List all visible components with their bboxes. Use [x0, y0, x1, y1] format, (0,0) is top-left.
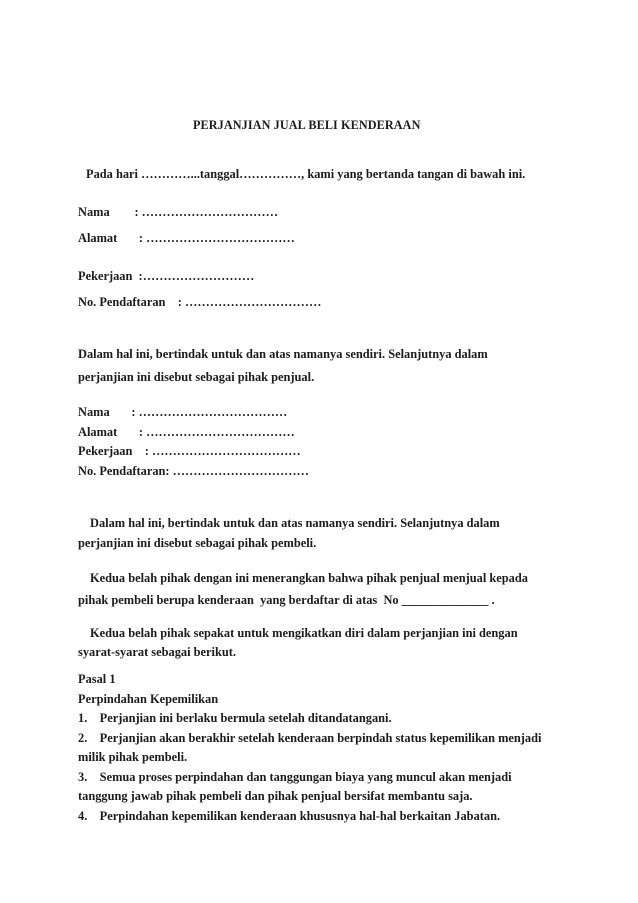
- pasal-item-3: 3. Semua proses perpindahan dan tanggungan biaya yang muncul akan menjadi: [78, 770, 512, 784]
- seller-nama-field: Nama : ……………………………: [78, 205, 278, 219]
- seller-no-pendaftaran-field: No. Pendaftaran : ……………………………: [78, 295, 322, 309]
- buyer-no-pendaftaran-field: No. Pendaftaran: ……………………………: [78, 464, 309, 478]
- pasal-item-2: 2. Perjanjian akan berakhir setelah kenderaan berpindah status kepemilikan menjadi: [78, 731, 542, 745]
- buyer-note-line-1: Dalam hal ini, bertindak untuk dan atas namanya sendiri. Selanjutnya dalam: [90, 516, 500, 530]
- pasal-item-1: 1. Perjanjian ini berlaku bermula setelah ditandatangani.: [78, 711, 392, 725]
- seller-note-line-2: perjanjian ini disebut sebagai pihak penjual.: [78, 370, 315, 384]
- document-title: PERJANJIAN JUAL BELI KENDERAAN: [193, 118, 421, 132]
- seller-pekerjaan-field: Pekerjaan :………………………: [78, 269, 255, 283]
- agreement-terms-line-2: syarat-syarat sebagai berikut.: [78, 645, 236, 659]
- buyer-nama-field: Nama : ………………………………: [78, 405, 288, 419]
- buyer-pekerjaan-field: Pekerjaan : ………………………………: [78, 444, 301, 458]
- buyer-note-line-2: perjanjian ini disebut sebagai pihak pembeli.: [78, 536, 317, 550]
- pasal-subtitle: Perpindahan Kepemilikan: [78, 692, 219, 706]
- agreement-sale-line-2: pihak pembeli berupa kenderaan yang berdaftar di atas No ______________ .: [78, 593, 495, 607]
- seller-alamat-field: Alamat : ………………………………: [78, 231, 295, 245]
- pasal-item-2-continued: milik pihak pembeli.: [78, 750, 188, 764]
- buyer-alamat-field: Alamat : ………………………………: [78, 425, 295, 439]
- agreement-terms-line-1: Kedua belah pihak sepakat untuk mengikatkan diri dalam perjanjian ini dengan: [90, 626, 518, 640]
- seller-note-line-1: Dalam hal ini, bertindak untuk dan atas namanya sendiri. Selanjutnya dalam: [78, 347, 488, 361]
- pasal-item-3-continued: tanggung jawab pihak pembeli dan pihak penjual bersifat membantu saja.: [78, 789, 473, 803]
- intro-line: Pada hari …………...tanggal……………, kami yang bertanda tangan di bawah ini.: [86, 167, 526, 181]
- pasal-item-4: 4. Perpindahan kepemilikan kenderaan khususnya hal-hal berkaitan Jabatan.: [78, 809, 501, 823]
- agreement-sale-line-1: Kedua belah pihak dengan ini menerangkan bahwa pihak penjual menjual kepada: [90, 571, 528, 585]
- pasal-title: Pasal 1: [78, 672, 116, 686]
